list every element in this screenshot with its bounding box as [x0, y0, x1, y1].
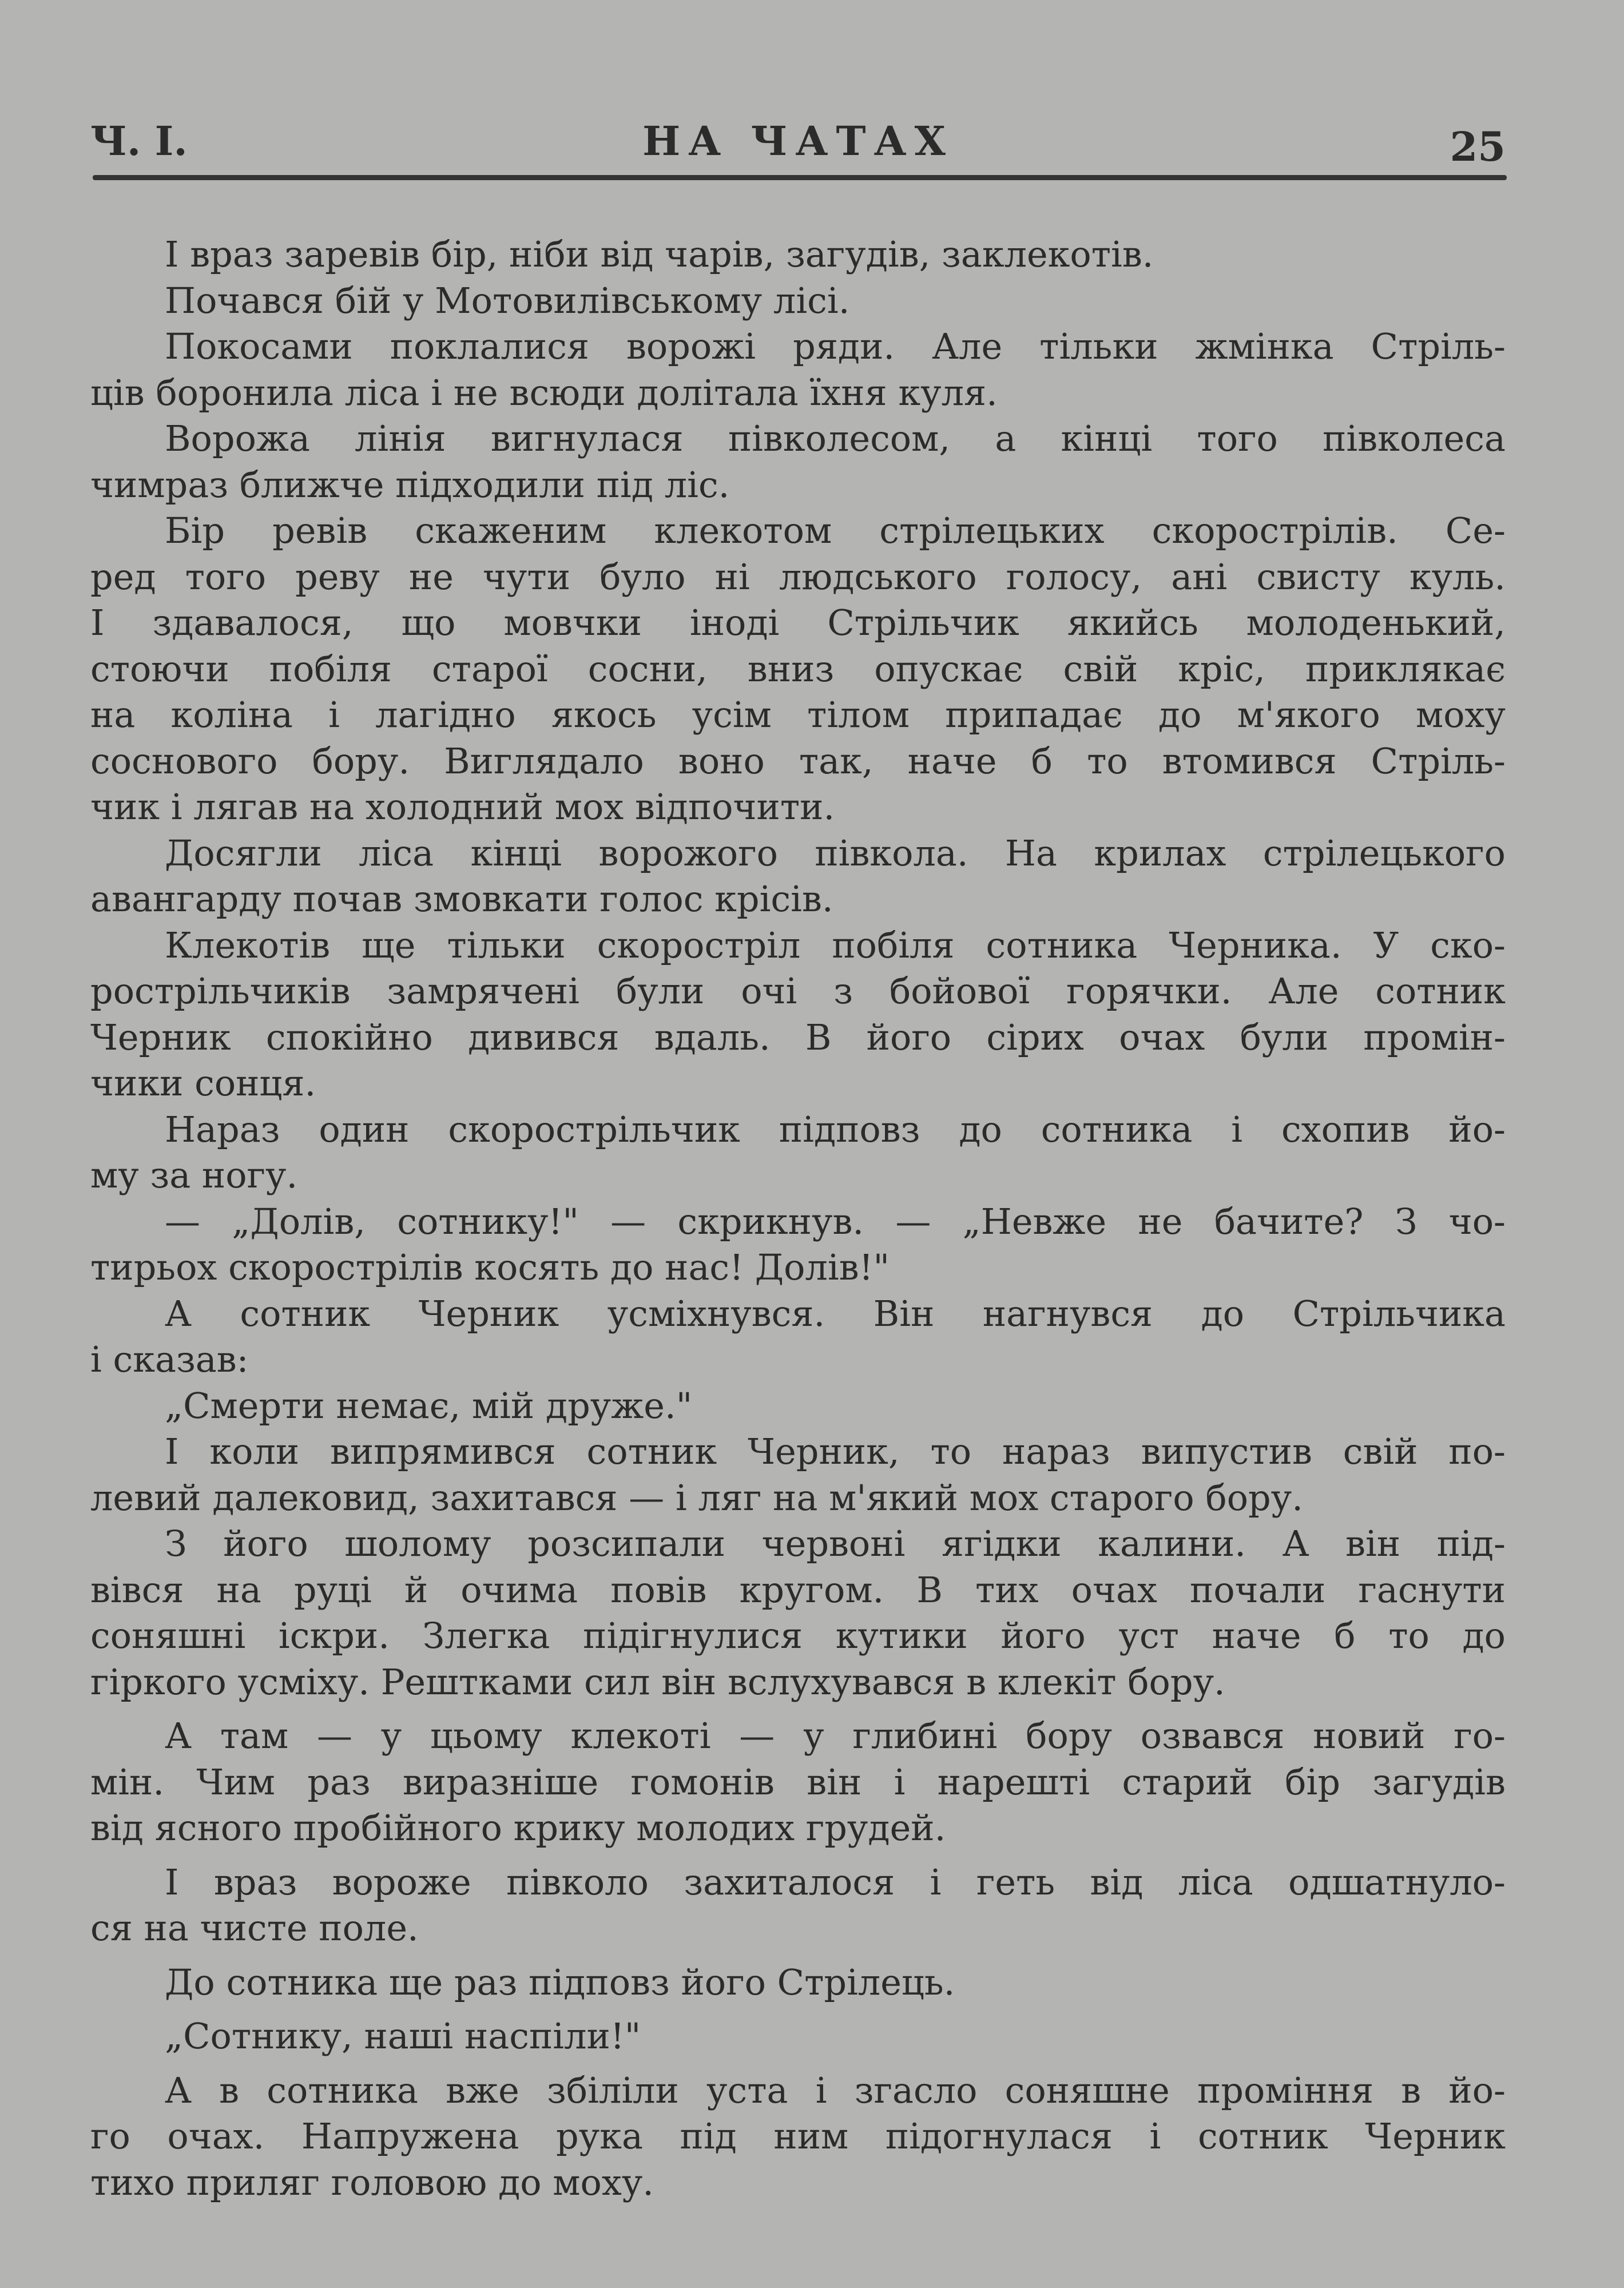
text-line: стоючи побіля старої сосни, вниз опускає свій кріс, приклякає	[90, 648, 1506, 690]
paragraph	[90, 2068, 1506, 2206]
text-line: від ясного пробійного крику молодих грудей.	[90, 1807, 946, 1849]
text-line: Почався бій у Мотовилівському лісі.	[165, 279, 850, 321]
text-line: І коли випрямився сотник Черник, то нараз випустив свій по-	[165, 1431, 1506, 1472]
text-line: соснового бору. Виглядало воно так, наче б то втомився Стріль-	[90, 740, 1506, 782]
text-line: А там — у цьому клекоті — у глибині бору озвався новий го-	[165, 1715, 1506, 1757]
text-line: чимраз ближче підходили під ліс.	[90, 463, 730, 506]
paragraph	[90, 508, 1506, 831]
paragraph	[90, 2013, 1506, 2060]
chapter-label: Ч. І.	[90, 117, 188, 165]
text-line: чик і лягав на холодний мох відпочити.	[90, 786, 835, 828]
paragraph	[90, 1860, 1506, 1952]
body-text	[90, 232, 1506, 2206]
text-line: вівся на руці й очима повів кругом. В тих очах почали гаснути	[90, 1568, 1506, 1611]
text-line: А сотник Черник усміхнувся. Він нагнувся до Стрільчика	[165, 1292, 1506, 1334]
paragraph	[90, 416, 1506, 508]
running-header	[90, 117, 1506, 169]
text-line: тихо приляг головою до моху.	[90, 2161, 654, 2203]
paragraph	[90, 1960, 1506, 2006]
paragraph	[90, 232, 1506, 278]
text-line: го очах. Напружена рука під ним підогнулася і сотник Черник	[90, 2115, 1506, 2157]
text-line: До сотника ще раз підповз його Стрілець.	[165, 1961, 955, 2003]
text-line: „Смерти немає, мій друже."	[165, 1384, 693, 1427]
text-line: тирьох скорострілів косять до нас! Долів!"	[90, 1246, 890, 1288]
text-line: Черник спокійно дивився вдаль. В його сірих очах були промін-	[90, 1016, 1506, 1058]
text-line: чики сонця.	[90, 1062, 316, 1104]
text-line: левий далековид, захитався — і ляг на м'який мох старого бору.	[90, 1476, 1303, 1519]
paragraph	[90, 1383, 1506, 1429]
text-line: ся на чисте поле.	[90, 1907, 419, 1949]
text-line: І враз вороже півколо захиталося і геть від ліса одшатнуло-	[165, 1861, 1506, 1903]
paragraph	[90, 324, 1506, 416]
text-line: Клекотів ще тільки скоростріл побіля сотника Черника. У ско-	[165, 924, 1506, 966]
text-line: мін. Чим раз виразніше гомонів він і нарешті старий бір загудів	[90, 1761, 1506, 1803]
header-rule	[93, 175, 1507, 180]
text-line: Ворожа лінія вигнулася півколесом, а кінці того півколеса	[165, 418, 1506, 459]
text-line: ців боронила ліса і не всюди долітала їхня куля.	[90, 371, 998, 414]
paragraph	[90, 1713, 1506, 1852]
text-line: І враз заревів бір, ніби від чарів, загудів, заклекотів.	[165, 233, 1154, 275]
text-line: Досягли ліса кінці ворожого півкола. На крилах стрілецького	[165, 832, 1506, 874]
text-line: Покосами поклалися ворожі ряди. Але тільки жмінка Стріль-	[165, 325, 1506, 367]
text-line: рострільчиків замрячені були очі з бойової горячки. Але сотник	[90, 970, 1506, 1012]
text-line: І здавалося, що мовчки іноді Стрільчик якийсь молоденький,	[90, 602, 1506, 644]
text-line: соняшні іскри. Злегка підігнулися кутики його уст наче б то до	[90, 1615, 1506, 1657]
paragraph	[90, 1291, 1506, 1383]
text-line: авангарду почав змовкати голос крісів.	[90, 878, 833, 920]
text-line: — „Долів, сотнику!" — скрикнув. — „Невже не бачите? З чо-	[165, 1200, 1506, 1242]
text-line: Бір ревів скаженим клекотом стрілецьких скорострілів. Се-	[165, 510, 1506, 551]
paragraph	[90, 1199, 1506, 1291]
paragraph	[90, 831, 1506, 923]
text-line: „Сотнику, наші наспіли!"	[165, 2015, 641, 2057]
page-title: НА ЧАТАХ	[642, 117, 954, 165]
paragraph	[90, 278, 1506, 324]
text-line: Нараз один скорострільчик підповз до сотника і схопив йо-	[165, 1108, 1506, 1150]
paragraph	[90, 1107, 1506, 1199]
paragraph	[90, 1429, 1506, 1521]
text-line: і сказав:	[90, 1338, 249, 1380]
paragraph	[90, 923, 1506, 1107]
text-line: А в сотника вже збіліли уста і згасло соняшне проміння в йо-	[165, 2069, 1506, 2111]
text-line: му за ногу.	[90, 1154, 298, 1196]
page-number: 25	[1450, 123, 1506, 170]
text-line: З його шолому розсипали червоні ягідки калини. А він під-	[165, 1523, 1506, 1564]
text-line: гіркого усміху. Рештками сил він вслухувався в клекіт бору.	[90, 1661, 1225, 1703]
text-line: на коліна і лагідно якось усім тілом припадає до м'якого моху	[90, 694, 1506, 736]
paragraph	[90, 1521, 1506, 1705]
text-line: ред того реву не чути було ні людського голосу, ані свисту куль.	[90, 555, 1506, 598]
